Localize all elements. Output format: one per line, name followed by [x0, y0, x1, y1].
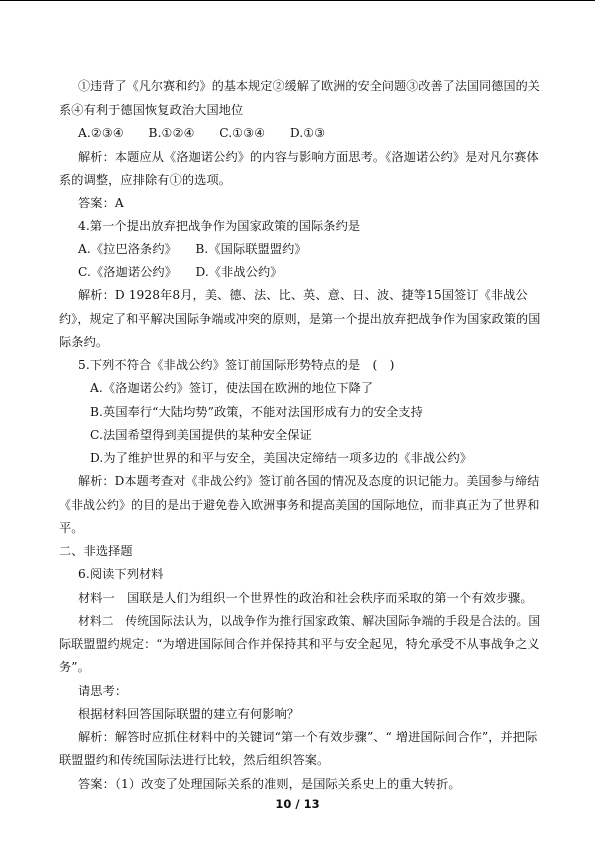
page-number: 10 / 13	[275, 797, 320, 811]
text-line: 解析：D本题考查对《非战公约》签订前各国的情况及态度的识记能力。美国参与缔结	[78, 474, 540, 488]
text-line: B.英国奉行“大陆均势”政策，不能对法国形成有力的安全支持	[90, 405, 423, 419]
text-line: 6.阅读下列材料	[78, 567, 164, 581]
text-line: ①违背了《凡尔赛和约》的基本规定②缓解了欧洲的安全问题③改善了法国同德国的关	[78, 79, 540, 93]
text-line: 系的调整，应排除有①的选项。	[59, 173, 232, 187]
text-line: 解析：解答时应抓住材料中的关键词“第一个有效步骤”、“ 增进国际间合作”，并把际	[78, 730, 538, 744]
text-line: 平。	[59, 521, 84, 535]
text-line: 解析：本题应从《洛迦诺公约》的内容与影响方面思考。《洛迦诺公约》是对凡尔赛体	[78, 150, 539, 164]
text-line: 答案：A	[78, 196, 124, 210]
text-line: D.为了维护世界的和平与安全，美国决定缔结一项多边的《非战公约》	[90, 451, 473, 465]
text-line: C.法国希望得到美国提供的某种安全保证	[90, 428, 312, 442]
text-line: 请思考：	[78, 684, 128, 698]
text-line: 际条约。	[59, 335, 109, 349]
text-line: 答案：（1）改变了处理国际关系的准则，是国际关系史上的重大转折。	[78, 777, 461, 791]
text-line: 解析：D 1928年8月，美、德、法、比、英、意、日、波、捷等15国签订《非战公	[78, 288, 528, 302]
text-line: A.《洛迦诺公约》签订，使法国在欧洲的地位下降了	[90, 381, 374, 395]
text-line: 根据材料回答国际联盟的建立有何影响？	[78, 707, 300, 721]
text-line: A.《拉巴洛条约》 B.《国际联盟盟约》	[78, 242, 307, 256]
text-line: 联盟盟约和传统国际法进行比较，然后组织答案。	[59, 753, 330, 767]
text-line: 际联盟盟约规定：“为增进国际间合作并保持其和平与安全起见，特允承受不从事战争之义	[59, 637, 540, 651]
text-line: C.《洛迦诺公约》 D.《非战公约》	[78, 265, 283, 279]
text-line: 材料一 国联是人们为组织一个世界性的政治和社会秩序而采取的第一个有效步骤。	[78, 591, 533, 605]
text-line: 4.第一个提出放弃把战争作为国家政策的国际条约是	[78, 219, 361, 233]
text-line: A.②③④ B.①②④ C.①③④ D.①③	[78, 126, 326, 140]
text-line: 《非战公约》的目的是出于避免卷入欧洲事务和提高美国的国际地位，而非真正为了世界和	[59, 498, 540, 512]
text-line: 约》，规定了和平解决国际争端或冲突的原则，是第一个提出放弃把战争作为国家政策的国	[59, 312, 541, 326]
text-line: 务”。	[59, 660, 90, 674]
text-line: 5.下列不符合《非战公约》签订前国际形势特点的是 ( )	[78, 358, 395, 372]
section-heading: 二、非选择题	[59, 544, 133, 558]
text-line: 材料二 传统国际法认为，以战争作为推行国家政策、解决国际争端的手段是合法的。国	[78, 614, 541, 628]
text-line: 系④有利于德国恢复政治大国地位	[59, 103, 244, 117]
